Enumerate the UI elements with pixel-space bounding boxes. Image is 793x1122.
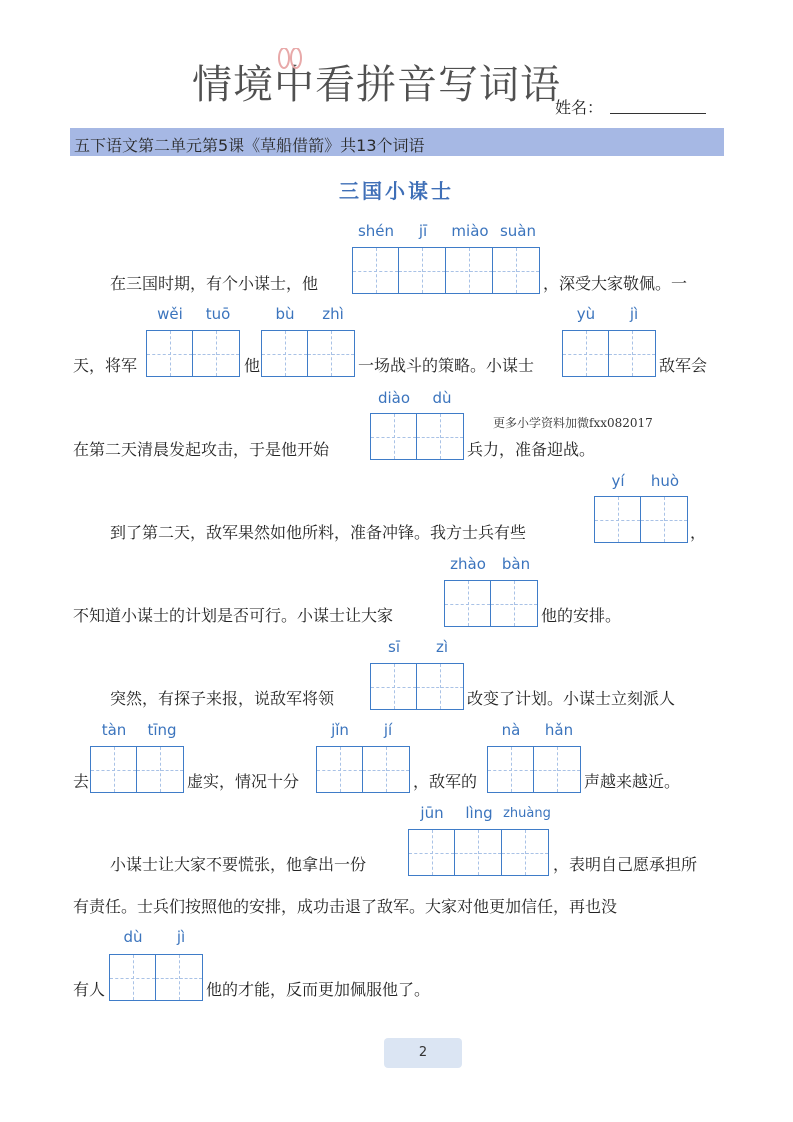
pinyin-label: wěi [157, 305, 183, 323]
writing-cell[interactable] [90, 746, 137, 793]
writing-cell[interactable] [370, 663, 417, 710]
writing-cell[interactable] [594, 496, 641, 543]
pinyin-label: huò [650, 472, 680, 490]
page-number: 2 [384, 1038, 462, 1068]
sentence-text: 他的才能，反而更加佩服他了。 [206, 980, 431, 999]
sentence-text: 突然，有探子来报，说敌军将领 [110, 689, 335, 708]
pinyin-label: zhì [322, 305, 344, 323]
pinyin-label: hǎn [544, 721, 574, 739]
writing-cell[interactable] [399, 247, 446, 294]
writing-cell[interactable] [363, 746, 410, 793]
pinyin-label: dù [123, 928, 143, 946]
name-label: 姓名： [555, 98, 604, 117]
sentence-text: 改变了计划。小谋士立刻派人 [467, 689, 676, 708]
sentence-text: 敌军会 [659, 356, 708, 375]
pinyin-label: yù [576, 305, 596, 323]
lesson-banner-text: 五下语文第二单元第5课《草船借箭》共13个词语 [74, 136, 425, 155]
pinyin-label: bù [275, 305, 295, 323]
sentence-text: 去 [73, 772, 90, 791]
sentence-text: 有人 [73, 980, 106, 999]
sentence-text: 兵力，准备迎战。 [467, 440, 596, 459]
answer-grid-zhaoban[interactable] [444, 580, 538, 627]
writing-cell[interactable] [308, 330, 355, 377]
answer-grid-yihuo[interactable] [594, 496, 688, 543]
pinyin-label: jì [176, 928, 186, 946]
pinyin-label: dù [432, 389, 452, 407]
writing-cell[interactable] [562, 330, 609, 377]
pinyin-label: jì [629, 305, 639, 323]
writing-cell[interactable] [491, 580, 538, 627]
pinyin-label: nà [501, 721, 521, 739]
answer-grid-tanting[interactable] [90, 746, 184, 793]
writing-cell[interactable] [417, 413, 464, 460]
writing-cell[interactable] [641, 496, 688, 543]
pinyin-label: tàn [101, 721, 127, 739]
writing-cell[interactable] [137, 746, 184, 793]
pinyin-label: miào [451, 222, 489, 240]
writing-cell[interactable] [417, 663, 464, 710]
writing-cell[interactable] [493, 247, 540, 294]
sentence-text: ，敌军的 [413, 772, 478, 791]
sentence-text: 声越来越近。 [584, 772, 681, 791]
sentence-text: 有责任。士兵们按照他的安排，成功击退了敌军。大家对他更加信任，再也没 [73, 897, 618, 916]
pinyin-label: jūn [420, 804, 444, 822]
sentence-text: 他的安排。 [541, 606, 622, 625]
writing-cell[interactable] [408, 829, 455, 876]
sentence-text: ，表明自己愿承担所 [553, 855, 698, 874]
answer-grid-jinji[interactable] [316, 746, 410, 793]
pinyin-label: diào [377, 389, 411, 407]
pinyin-label: zì [435, 638, 449, 656]
pinyin-label: yí [611, 472, 625, 490]
answer-grid-shenji-miaosuan[interactable] [352, 247, 540, 294]
writing-cell[interactable] [316, 746, 363, 793]
sentence-text: 虚实，情况十分 [187, 772, 300, 791]
writing-cell[interactable] [156, 954, 203, 1001]
answer-grid-nahan[interactable] [487, 746, 581, 793]
answer-grid-sizi[interactable] [370, 663, 464, 710]
pinyin-label: zhuàng [503, 806, 551, 821]
pinyin-label: sī [388, 638, 400, 656]
pinyin-label: jǐn [331, 721, 349, 739]
pinyin-label: suàn [499, 222, 537, 240]
pinyin-label: jī [418, 222, 428, 240]
sentence-text: ，深受大家敬佩。一 [543, 274, 688, 293]
answer-grid-yuji[interactable] [562, 330, 656, 377]
writing-cell[interactable] [502, 829, 549, 876]
writing-cell[interactable] [444, 580, 491, 627]
worksheet-title: 情境中看拼音写词语 [192, 62, 561, 108]
writing-cell[interactable] [534, 746, 581, 793]
answer-grid-weituo[interactable] [146, 330, 240, 377]
pinyin-label: jí [383, 721, 393, 739]
writing-cell[interactable] [487, 746, 534, 793]
sentence-text: 在三国时期，有个小谋士，他 [110, 274, 319, 293]
sentence-text: 他 [244, 356, 261, 375]
rabbit-ears-icon [270, 48, 310, 88]
sentence-text: 不知道小谋士的计划是否可行。小谋士让大家 [73, 606, 394, 625]
sentence-text: 在第二天清晨发起攻击，于是他开始 [73, 440, 330, 459]
pinyin-label: tīng [147, 721, 177, 739]
sentence-text: 小谋士让大家不要慌张，他拿出一份 [110, 855, 367, 874]
writing-cell[interactable] [370, 413, 417, 460]
writing-cell[interactable] [609, 330, 656, 377]
writing-cell[interactable] [193, 330, 240, 377]
sentence-text: ， [690, 523, 707, 542]
watermark-text: 更多小学资料加微fxx082017 [493, 416, 653, 430]
sentence-text: 一场战斗的策略。小谋士 [358, 356, 535, 375]
answer-grid-buzhi[interactable] [261, 330, 355, 377]
writing-cell[interactable] [261, 330, 308, 377]
answer-grid-diaodu[interactable] [370, 413, 464, 460]
sentence-text: 到了第二天，敌军果然如他所料，准备冲锋。我方士兵有些 [110, 523, 527, 542]
writing-cell[interactable] [455, 829, 502, 876]
pinyin-label: lìng [465, 804, 493, 822]
story-title: 三国小谋士 [339, 179, 454, 203]
writing-cell[interactable] [109, 954, 156, 1001]
pinyin-label: tuō [205, 305, 231, 323]
answer-grid-junlingzhuang[interactable] [408, 829, 549, 876]
pinyin-label: shén [357, 222, 395, 240]
writing-cell[interactable] [446, 247, 493, 294]
answer-grid-duji[interactable] [109, 954, 203, 1001]
writing-cell[interactable] [146, 330, 193, 377]
writing-cell[interactable] [352, 247, 399, 294]
pinyin-label: bàn [501, 555, 531, 573]
name-input-line[interactable] [610, 113, 706, 114]
sentence-text: 天，将军 [73, 356, 138, 375]
pinyin-label: zhào [450, 555, 486, 573]
